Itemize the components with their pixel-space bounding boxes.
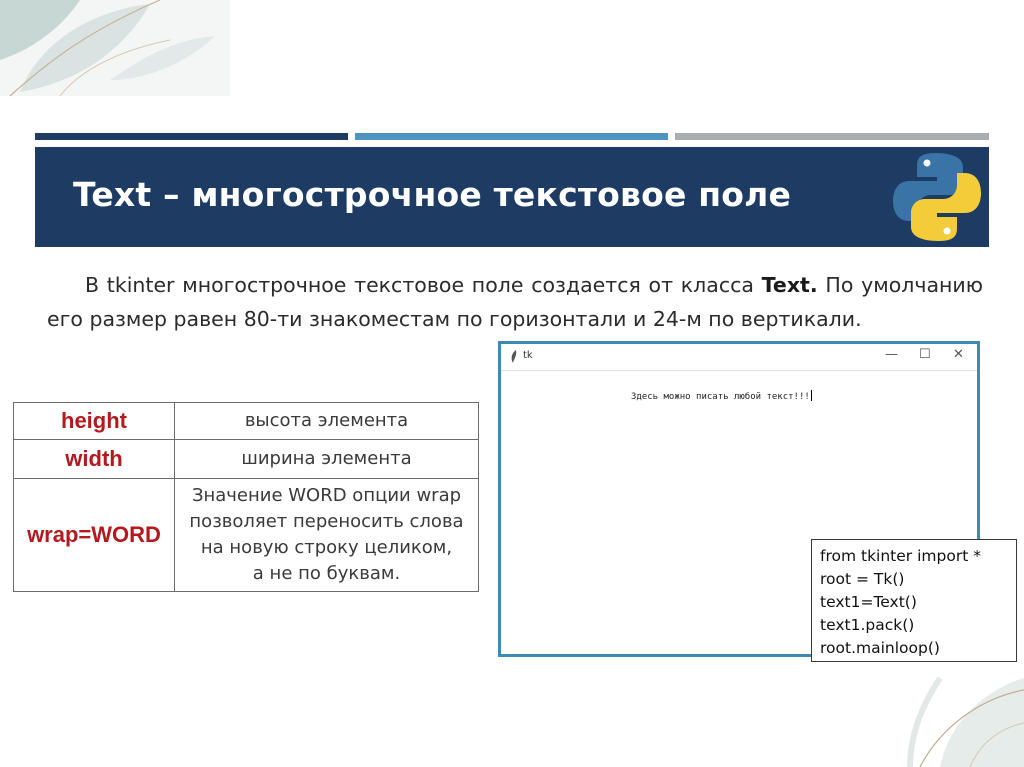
accent-bar-gray <box>675 133 989 140</box>
param-description-line: а не по буквам. <box>252 563 401 584</box>
tk-window-title: tk <box>523 350 533 361</box>
maximize-button[interactable]: ☐ <box>919 347 931 362</box>
intro-part1: В tkinter многострочное текстовое поле создается от класса <box>85 273 762 297</box>
title-band <box>35 147 989 247</box>
param-name: height <box>14 403 175 440</box>
intro-paragraph <box>47 268 983 336</box>
minimize-button[interactable]: — <box>885 347 898 362</box>
param-description-line: ширина элемента <box>241 448 412 469</box>
param-description-line: высота элемента <box>244 410 409 431</box>
code-line: root = Tk() <box>820 570 905 588</box>
code-line: text1=Text() <box>820 593 917 611</box>
slide-title: Text – многострочное текстовое поле <box>73 175 792 214</box>
accent-bars <box>35 133 989 140</box>
param-description <box>175 479 479 592</box>
tk-feather-icon <box>510 350 518 363</box>
param-description-line: Значение WORD опции wrap <box>191 485 462 506</box>
param-name: width <box>14 440 175 479</box>
text-cursor <box>811 390 812 401</box>
close-button[interactable]: ✕ <box>953 347 964 362</box>
table-row <box>14 479 479 592</box>
parameters-table <box>13 402 479 592</box>
accent-bar-blue <box>355 133 668 140</box>
code-line: root.mainloop() <box>820 639 940 657</box>
param-name: wrap=WORD <box>14 479 175 592</box>
tk-titlebar <box>501 344 977 371</box>
leaf-decoration-top-left <box>0 0 230 100</box>
accent-bar-dark <box>35 133 348 140</box>
code-line: text1.pack() <box>820 616 915 634</box>
intro-class-name: Text. <box>761 273 818 297</box>
leaf-decoration-bottom-right <box>880 668 1024 767</box>
table-row <box>14 440 479 479</box>
table-row <box>14 403 479 440</box>
param-description <box>175 440 479 479</box>
code-snippet <box>811 539 1017 662</box>
python-logo-icon <box>887 147 987 247</box>
param-description <box>175 403 479 440</box>
code-line: from tkinter import * <box>820 547 981 565</box>
param-description-line: позволяет переносить слова <box>189 511 464 532</box>
param-description-line: на новую строку целиком, <box>200 537 453 558</box>
text-widget-content: Здесь можно писать любой текст!!! <box>631 392 810 402</box>
intro-part2: По умолчанию его размер равен 80-ти знакоместам по горизонтали и 24-м по вертикали. <box>47 273 983 331</box>
text-widget-area[interactable] <box>631 390 812 402</box>
